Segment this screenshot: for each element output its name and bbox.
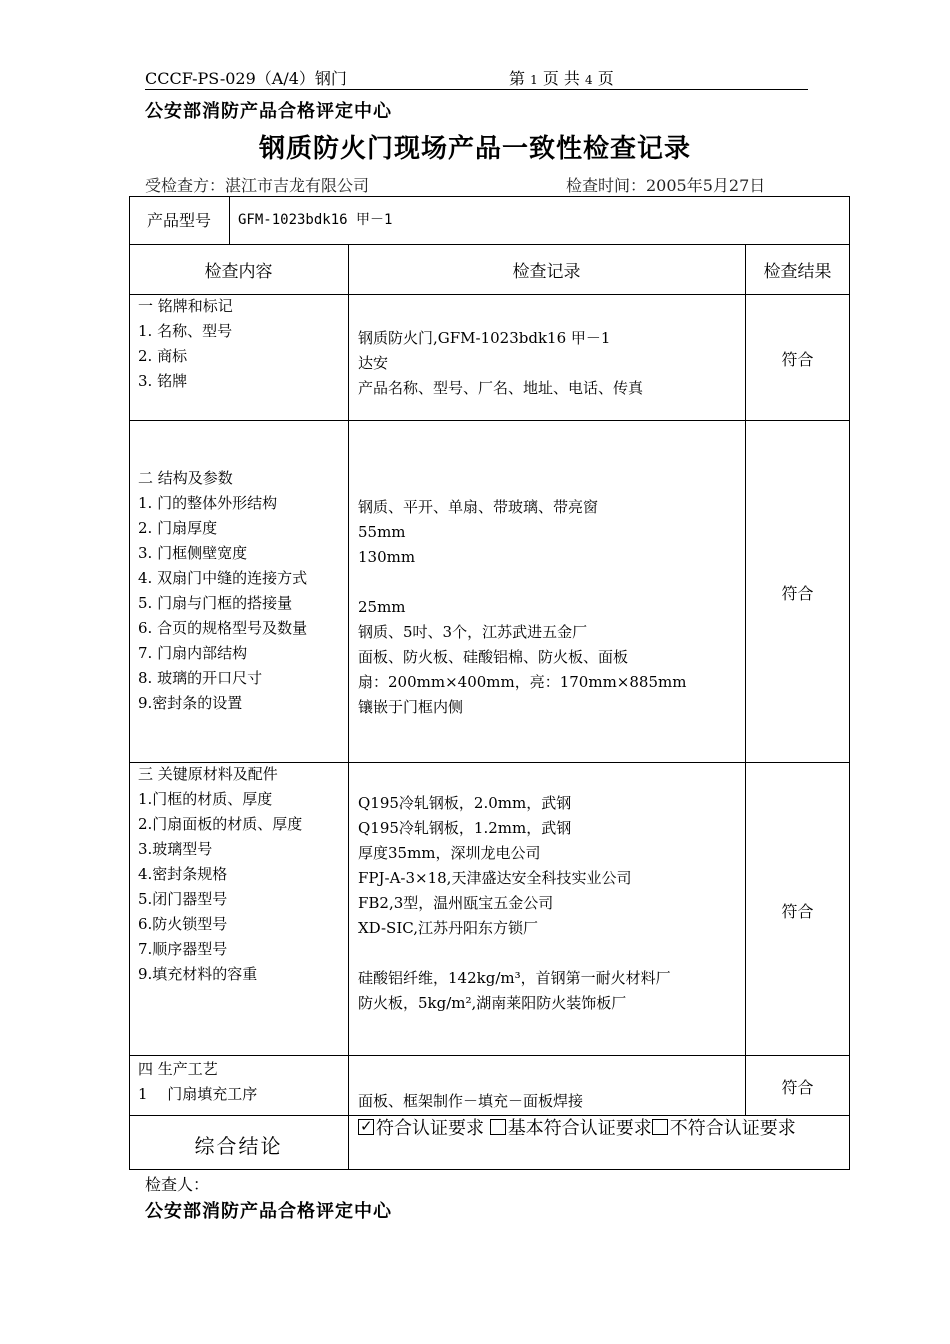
section-content: 四 生产工艺 1 门扇填充工序 [138, 1060, 258, 1103]
table-rule [129, 1055, 850, 1056]
checkbox-checked-icon[interactable] [358, 1119, 374, 1135]
section-content: 一 铭牌和标记 1. 名称、型号 2. 商标 3. 铭牌 [138, 297, 233, 390]
section-record: 钢质防火门,GFM-1023bdk16 甲－1 达安 产品名称、型号、厂名、地址、电话、传真 [358, 329, 644, 397]
section-record: Q195冷轧钢板，2.0mm，武钢 Q195冷轧钢板，1.2mm，武钢 厚度35mm，深圳龙电公司 FPJ-A-3×18,天津盛达安全科技实业公司 FB2,3型，温州瓯宝五金公司 XD-SIC,江苏丹阳东方锁厂 硅酸铝纤维，142kg/m³，首钢第一耐火材料厂 防火板，5kg/m²,湖南莱阳防火装饰板厂 [358, 794, 671, 1012]
inspection-time: 检查时间：2005年5月27日 [566, 176, 766, 195]
product-model-label: 产品型号 [146, 211, 211, 230]
conclusion-option-2: 基本符合认证要求 [507, 1118, 652, 1139]
checkbox-icon[interactable] [652, 1119, 668, 1135]
col-header-content: 检查内容 [204, 262, 273, 282]
inspector-label: 检查人： [145, 1175, 210, 1194]
section-result: 符合 [781, 902, 814, 921]
table-rule [129, 1115, 850, 1116]
section-record: 钢质、平开、单扇、带玻璃、带亮窗 55mm 130mm 25mm 钢质、5吋、3个，江苏武进五金厂 面板、防火板、硅酸铝棉、防火板、面板 扇：200mm×400mm，亮：170mm×885mm 镶嵌于门框内侧 [358, 498, 687, 716]
table-rule [229, 196, 230, 244]
conclusion-option-1: 符合认证要求 [376, 1118, 484, 1139]
conclusion-option-3: 不符合认证要求 [669, 1118, 796, 1139]
section-result: 符合 [781, 350, 814, 369]
table-rule [129, 294, 850, 295]
section-content: 二 结构及参数 1. 门的整体外形结构 2. 门扇厚度 3. 门框侧壁宽度 4. 双扇门中缝的连接方式 5. 门扇与门框的搭接量 6. 合页的规格型号及数量 7. 门扇内部结构 8. 玻璃的开口尺寸 9.密封条的设置 [138, 469, 308, 712]
table-rule [129, 244, 850, 245]
header-rule [145, 89, 808, 90]
section-result: 符合 [781, 584, 814, 603]
org-name-top: 公安部消防产品合格评定中心 [145, 101, 392, 122]
conclusion-label: 综合结论 [194, 1134, 283, 1158]
checkbox-icon[interactable] [490, 1119, 506, 1135]
section-record: 面板、框架制作－填充－面板焊接 [358, 1092, 584, 1110]
table-rule [129, 420, 850, 421]
product-model-value: GFM-1023bdk16 甲－1 [238, 212, 393, 228]
col-header-record: 检查记录 [512, 262, 581, 282]
table-rule [745, 244, 746, 1115]
section-content: 三 关键原材料及配件 1.门框的材质、厚度 2.门扇面板的材质、厚度 3.玻璃型号 4.密封条规格 5.闭门器型号 6.防火锁型号 7.顺序器型号 9.填充材料的容重 [138, 765, 303, 983]
inspected-party: 受检查方：湛江市吉龙有限公司 [145, 176, 370, 195]
org-name-bottom: 公安部消防产品合格评定中心 [145, 1201, 392, 1222]
section-result: 符合 [781, 1078, 814, 1097]
page-title: 钢质防火门现场产品一致性检查记录 [258, 134, 691, 164]
col-header-result: 检查结果 [763, 262, 832, 282]
conclusion-options [358, 1118, 846, 1140]
doc-code: CCCF-PS-029（A/4）钢门 [145, 69, 347, 88]
table-rule [348, 244, 349, 1170]
page-indicator: 第 1 页 共 4 页 [509, 69, 614, 88]
